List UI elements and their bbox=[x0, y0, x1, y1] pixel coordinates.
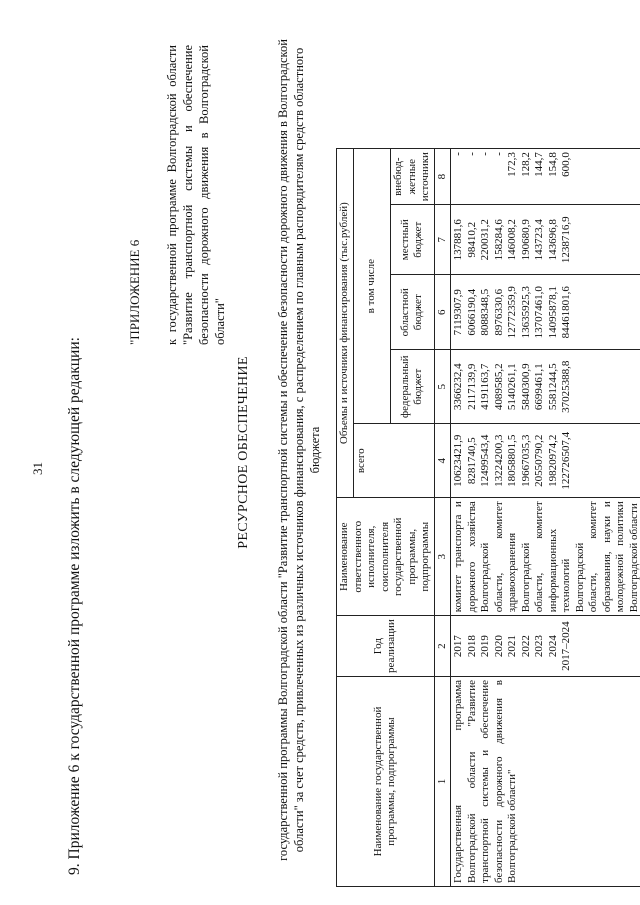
total-value: 8281740,5 bbox=[465, 437, 478, 485]
local-value: 98410,2 bbox=[465, 221, 478, 258]
regional-value: 84461801,6 bbox=[560, 286, 572, 339]
header-program: Наименование государственной программы, подпрограммы bbox=[337, 677, 435, 887]
years-cell bbox=[451, 616, 640, 677]
appendix-subtitle: к государственной программе Волгоградской области "Развитие транспортной системы и обеспечение безопасности дорожного движения в Волгоградской области" bbox=[165, 45, 227, 345]
local-value: 220031,2 bbox=[479, 219, 491, 261]
federal-cell bbox=[451, 350, 640, 424]
extra-value: 172,3 bbox=[506, 152, 518, 177]
col-number: 1 bbox=[434, 677, 451, 887]
document-heading: РЕСУРСНОЕ ОБЕСПЕЧЕНИЕ bbox=[236, 356, 251, 549]
resource-table bbox=[336, 148, 640, 887]
header-local: местный бюджет bbox=[391, 205, 435, 275]
extra-value: - bbox=[492, 152, 505, 156]
local-value: 137881,6 bbox=[452, 219, 464, 261]
header-total: всего bbox=[353, 424, 434, 498]
local-value: 1238716,9 bbox=[560, 216, 572, 264]
col-number: 6 bbox=[434, 275, 451, 350]
extra-value: 154,8 bbox=[546, 152, 559, 177]
total-value: 18058801,5 bbox=[506, 434, 518, 487]
federal-value: 2117139,9 bbox=[465, 363, 478, 410]
appendix-title: "ПРИЛОЖЕНИЕ 6 bbox=[127, 239, 142, 345]
column-number-row bbox=[434, 149, 451, 887]
federal-value: 5140261,1 bbox=[506, 363, 518, 411]
regional-value: 8088348,5 bbox=[479, 288, 491, 336]
extra-value: - bbox=[452, 152, 464, 156]
header-extra: внебюд-жетные источники bbox=[391, 149, 435, 205]
year-value: 2018 bbox=[465, 635, 478, 658]
federal-value: 6699461,1 bbox=[533, 363, 545, 411]
extra-value: 128,2 bbox=[519, 152, 532, 177]
year-value: 2022 bbox=[519, 635, 532, 658]
local-value: 190680,9 bbox=[519, 219, 532, 261]
extra-value: 600,0 bbox=[560, 152, 572, 177]
regional-cell bbox=[451, 275, 640, 350]
year-value: 2024 bbox=[546, 635, 559, 658]
total-value: 122726507,4 bbox=[560, 431, 572, 490]
regional-value: 7119307,9 bbox=[452, 289, 464, 336]
federal-value: 37025388,8 bbox=[560, 360, 572, 413]
header-regional: областной бюджет bbox=[391, 275, 435, 350]
col-number: 8 bbox=[434, 149, 451, 205]
federal-value: 3366232,4 bbox=[452, 363, 464, 411]
regional-value: 13707461,0 bbox=[533, 286, 545, 339]
local-value: 143723,4 bbox=[533, 219, 545, 261]
year-value: 2019 bbox=[479, 635, 491, 658]
total-value: 20550790,2 bbox=[533, 434, 545, 487]
local-value: 143696,8 bbox=[546, 219, 559, 261]
executors-cell: комитет транспорта и дорожного хозяйства Волгоградской области, комитет здравоохранения Волгоградской области, комитет информационных технологий Волгоградской области, комитет образования, науки и молодежной политики Волгоградской области bbox=[451, 498, 640, 616]
extra-value: 144,7 bbox=[533, 152, 545, 177]
page-number: 31 bbox=[30, 462, 45, 475]
regional-value: 14095878,1 bbox=[546, 286, 559, 339]
col-number: 4 bbox=[434, 424, 451, 498]
year-value: 2020 bbox=[492, 635, 505, 658]
total-value: 10623421,9 bbox=[452, 434, 464, 487]
total-value: 13224200,3 bbox=[492, 434, 505, 487]
program-name-cell: Государственная программа Волгоградской области "Развитие транспортной системы и обеспечение безопасности дорожного движения в Волгоградской области" bbox=[451, 677, 640, 887]
document-description: государственной программы Волгоградской области "Развитие транспортной системы и обеспечение безопасности дорожного движения в Волгоградской области" за счет средств, привлеченных из различных источников финансирования, с распределением по главным распорядителям средств областного бюджета bbox=[276, 39, 322, 861]
local-cell bbox=[451, 205, 640, 275]
regional-value: 6066190,4 bbox=[465, 288, 478, 336]
total-value: 19667035,3 bbox=[519, 434, 532, 487]
extra-value: - bbox=[479, 152, 491, 156]
year-value: 2017–2024 bbox=[560, 621, 572, 671]
extra-cell bbox=[451, 149, 640, 205]
local-value: 146008,2 bbox=[506, 219, 518, 261]
header-incl: в том числе bbox=[353, 149, 391, 424]
table-row bbox=[451, 149, 640, 887]
header-row-1 bbox=[337, 149, 354, 887]
year-value: 2017 bbox=[452, 635, 464, 658]
col-number: 2 bbox=[434, 616, 451, 677]
header-year: Год реализации bbox=[337, 616, 435, 677]
regional-value: 13635925,3 bbox=[519, 286, 532, 339]
federal-value: 4191163,7 bbox=[479, 363, 491, 410]
regional-value: 8976330,6 bbox=[492, 288, 505, 336]
total-value: 19820974,2 bbox=[546, 434, 559, 487]
federal-value: 4089585,2 bbox=[492, 363, 505, 411]
col-number: 5 bbox=[434, 350, 451, 424]
header-executor: Наименование ответственного исполнителя, соисполнителя государственной программы, подпрограммы bbox=[337, 498, 435, 616]
header-volumes: Объемы и источники финансирования (тыс.рублей) bbox=[337, 149, 354, 498]
extra-value: - bbox=[465, 152, 478, 156]
total-cell bbox=[451, 424, 640, 498]
federal-value: 5581244,5 bbox=[546, 363, 559, 411]
local-value: 158284,6 bbox=[492, 219, 505, 261]
total-value: 12499543,4 bbox=[479, 434, 491, 487]
federal-value: 5840300,9 bbox=[519, 363, 532, 411]
regional-value: 12772359,9 bbox=[506, 286, 518, 339]
header-federal: федеральный бюджет bbox=[391, 350, 435, 424]
amendment-item: 9. Приложение 6 к государственной программе изложить в следующей редакции: bbox=[66, 337, 83, 875]
year-value: 2021 bbox=[506, 635, 518, 658]
col-number: 7 bbox=[434, 205, 451, 275]
col-number: 3 bbox=[434, 498, 451, 616]
year-value: 2023 bbox=[533, 635, 545, 658]
